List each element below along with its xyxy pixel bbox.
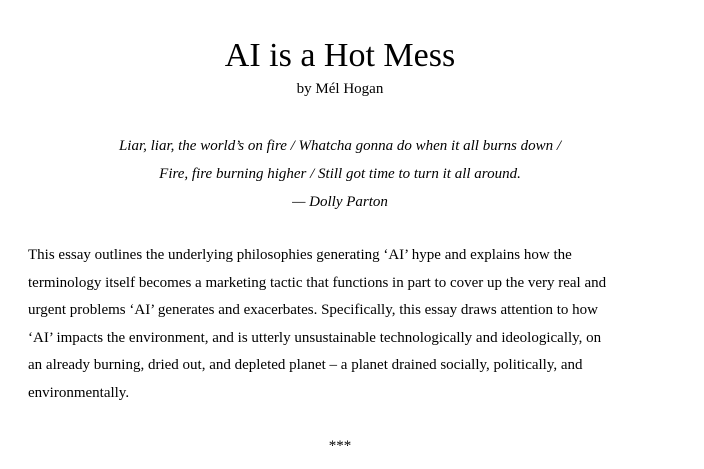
epigraph (0, 132, 680, 216)
essay-byline: by Mél Hogan (296, 81, 384, 97)
abstract-line: This essay outlines the underlying philosophies generating ‘AI’ hype and explains how the (28, 247, 572, 263)
abstract-paragraph (28, 242, 688, 407)
epigraph-line: Fire, fire burning higher / Still got time to turn it all around. (159, 166, 521, 182)
abstract-line: urgent problems ‘AI’ generates and exacerbates. Specifically, this essay draws attention to how (28, 302, 598, 318)
essay-title: AI is a Hot Mess (224, 37, 456, 74)
section-separator: *** (328, 438, 352, 454)
abstract-line: terminology itself becomes a marketing tactic that functions in part to cover up the very real and (28, 274, 607, 291)
abstract-line: ‘AI’ impacts the environment, and is utterly unsustainable technologically and ideologically, on (28, 329, 602, 346)
abstract-line: environmentally. (28, 384, 130, 401)
epigraph-line: Liar, liar, the world’s on fire / Whatcha gonna do when it all burns down / (118, 138, 562, 154)
abstract-line: an already burning, dried out, and depleted planet – a planet drained socially, politically, and (28, 357, 583, 373)
epigraph-attribution: — Dolly Parton (292, 194, 388, 210)
